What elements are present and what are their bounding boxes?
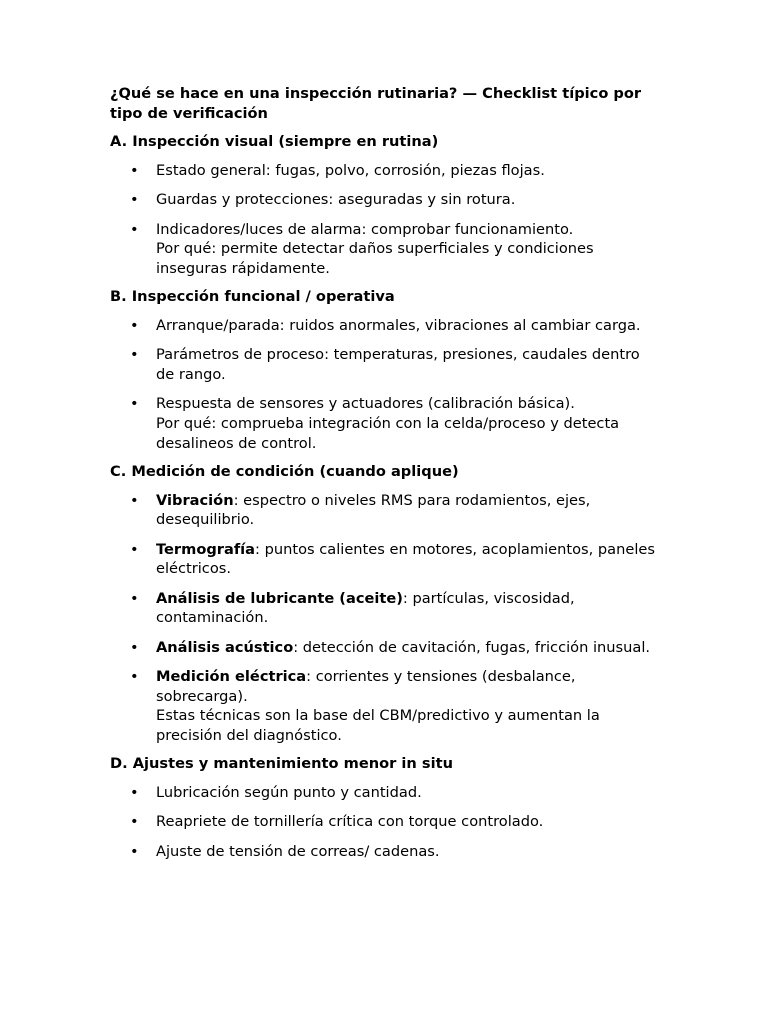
item-text: : corrientes y tensiones (desbalance, sobrecarga). — [156, 668, 576, 705]
item-term: Vibración — [156, 491, 234, 509]
item-note: Estas técnicas son la base del CBM/predictivo y aumentan la precisión del diagnóstico. — [156, 707, 600, 744]
bullet-icon: • — [130, 589, 139, 607]
list-item — [110, 783, 658, 803]
document-page — [110, 84, 658, 870]
item-text: Parámetros de proceso: temperaturas, presiones, caudales dentro de rango. — [156, 346, 640, 383]
bullet-icon: • — [130, 220, 139, 238]
item-text: Estado general: fugas, polvo, corrosión, piezas flojas. — [156, 161, 545, 179]
section-list-b — [110, 316, 658, 453]
bullet-icon: • — [130, 395, 139, 413]
list-item — [110, 812, 658, 832]
item-text: Guardas y protecciones: aseguradas y sin rotura. — [156, 191, 516, 209]
item-text: Lubricación según punto y cantidad. — [156, 784, 422, 801]
list-item — [110, 491, 658, 530]
item-text: Reapriete de tornillería crítica con torque controlado. — [156, 813, 544, 831]
section-list-a — [110, 161, 658, 279]
section-heading-c: C. Medición de condición (cuando aplique) — [110, 463, 459, 481]
item-term: Análisis acústico — [156, 638, 294, 656]
section-heading-a: A. Inspección visual (siempre en rutina) — [110, 133, 439, 151]
item-note: Por qué: comprueba integración con la celda/proceso y detecta desalineos de control. — [156, 414, 620, 452]
item-text: : puntos calientes en motores, acoplamientos, paneles eléctricos. — [156, 540, 655, 578]
item-text: : espectro o niveles RMS para rodamientos, ejes, desequilibrio. — [156, 491, 591, 529]
section-heading-d: D. Ajustes y mantenimiento menor in situ — [110, 755, 453, 773]
list-item — [110, 316, 658, 336]
bullet-icon: • — [130, 540, 139, 558]
list-item — [110, 667, 658, 745]
list-item — [110, 190, 658, 210]
item-text: Ajuste de tensión de correas/ cadenas. — [156, 842, 440, 860]
document-title: ¿Qué se hace en una inspección rutinaria? — Checklist típico por tipo de verificación — [110, 85, 642, 122]
list-item — [110, 161, 658, 181]
list-item — [110, 638, 658, 658]
item-note: Por qué: permite detectar daños superficiales y condiciones inseguras rápidamente. — [156, 240, 594, 277]
bullet-icon: • — [130, 784, 139, 801]
item-term: Termografía — [156, 540, 256, 558]
list-item — [110, 589, 658, 628]
item-term: Análisis de lubricante (aceite) — [156, 589, 403, 607]
list-item — [110, 842, 658, 862]
bullet-icon: • — [130, 842, 139, 860]
list-item — [110, 220, 658, 279]
bullet-icon: • — [130, 813, 139, 831]
bullet-icon: • — [130, 161, 139, 179]
bullet-icon: • — [130, 638, 139, 656]
item-text: Respuesta de sensores y actuadores (calibración básica). — [156, 395, 575, 413]
list-item — [110, 345, 658, 384]
item-text: Indicadores/luces de alarma: comprobar funcionamiento. — [156, 220, 574, 238]
item-text: : detección de cavitación, fugas, fricción inusual. — [293, 638, 651, 656]
item-text: Arranque/parada: ruidos anormales, vibraciones al cambiar carga. — [156, 316, 641, 334]
section-list-d — [110, 783, 658, 861]
section-list-c — [110, 491, 658, 746]
bullet-icon: • — [130, 491, 139, 509]
list-item — [110, 540, 658, 579]
bullet-icon: • — [130, 346, 139, 364]
bullet-icon: • — [130, 668, 139, 686]
item-text: : partículas, viscosidad, contaminación. — [156, 589, 575, 627]
bullet-icon: • — [130, 316, 139, 334]
list-item — [110, 394, 658, 453]
section-heading-b: B. Inspección funcional / operativa — [110, 288, 395, 306]
bullet-icon: • — [130, 191, 139, 209]
item-term: Medición eléctrica — [156, 668, 307, 686]
